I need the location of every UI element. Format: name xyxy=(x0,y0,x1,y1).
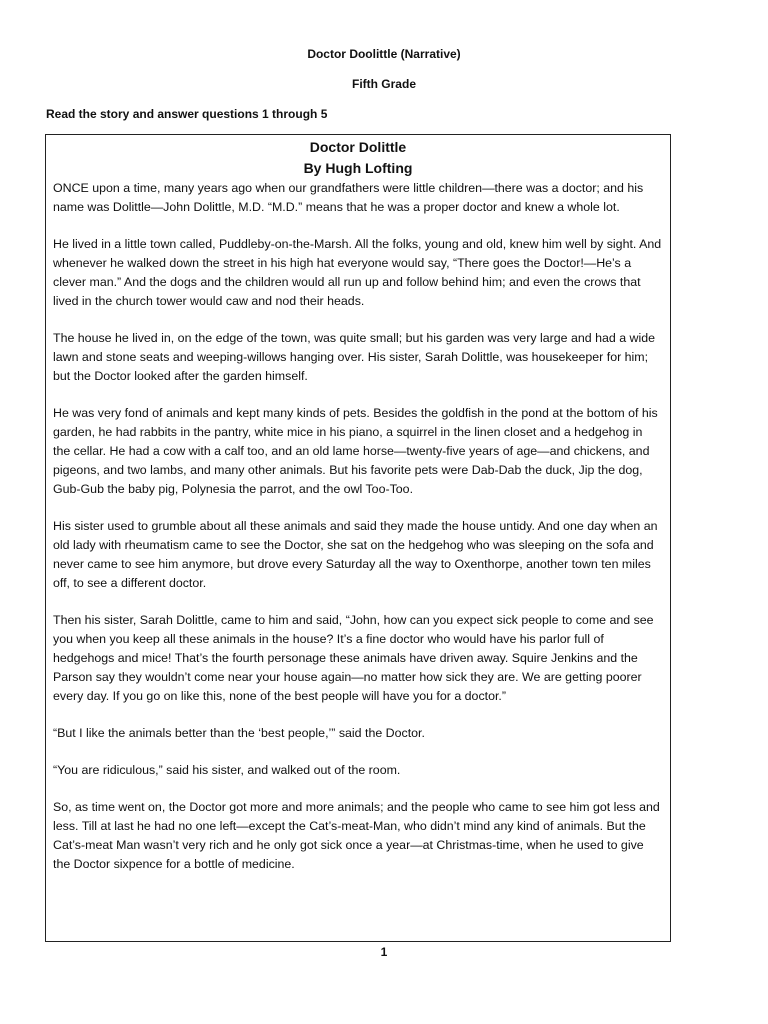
story-box xyxy=(45,134,671,942)
instructions: Read the story and answer questions 1 through 5 xyxy=(46,107,328,121)
story-paragraph-5: His sister used to grumble about all these animals and said they made the house untidy. And one day when an old lady with rheumatism came to see the Doctor, she sat on the hedgehog who was sleeping on the sofa and never came to see him anymore, but drove every Saturday all the way to Oxenthorpe, another town ten miles off, to see a different doctor. xyxy=(53,519,658,590)
grade-level: Fifth Grade xyxy=(351,77,416,91)
story-paragraph-3: The house he lived in, on the edge of the town, was quite small; but his garden was very large and had a wide lawn and stone seats and weeping-willows hanging over. His sister, Sarah Dolittle, was housekeeper for him; but the Doctor looked after the garden himself. xyxy=(53,331,656,383)
story-paragraph-6: Then his sister, Sarah Dolittle, came to him and said, “John, how can you expect sick people to come and see you when you keep all these animals in the house? It’s a fine doctor who would have his parlor full of hedgehogs and mice! That’s the fourth personage these animals have driven away. Squire Jenkins and the Parson say they wouldn’t come near your house again—no matter how sick they are. We are getting poorer every day. If you go on like this, none of the best people will have you for a doctor.” xyxy=(53,613,654,703)
story-paragraph-1: ONCE upon a time, many years ago when our grandfathers were little children—there was a doctor; and his name was Dolittle—John Dolittle, M.D. “M.D.” means that he was a proper doctor and knew a whole lot. xyxy=(53,181,644,214)
story-author: By Hugh Lofting xyxy=(303,160,413,176)
story-paragraph-8: “You are ridiculous,” said his sister, and walked out of the room. xyxy=(53,763,401,777)
story-paragraph-9: So, as time went on, the Doctor got more and more animals; and the people who came to see him got less and less. Till at last he had no one left—except the Cat’s-meat-Man, who didn’t mind any kind of animals. But the Cat’s-meat Man wasn’t very rich and he only got sick once a year—at Christmas-time, when he used to give the Doctor sixpence for a bottle of medicine. xyxy=(53,800,660,871)
document-title: Doctor Doolittle (Narrative) xyxy=(307,47,461,61)
story-title: Doctor Dolittle xyxy=(309,139,407,155)
page-number: 1 xyxy=(380,945,388,959)
story-paragraph-4: He was very fond of animals and kept many kinds of pets. Besides the goldfish in the pond at the bottom of his garden, he had rabbits in the pantry, white mice in his piano, a squirrel in the linen closet and a hedgehog in the cellar. He had a cow with a calf too, and an old lame horse—twenty-five years of age—and chickens, and pigeons, and two lambs, and many other animals. But his favorite pets were Dab-Dab the duck, Jip the dog, Gub-Gub the baby pig, Polynesia the parrot, and the owl Too-Too. xyxy=(53,406,658,496)
story-paragraph-7: “But I like the animals better than the ‘best people,’” said the Doctor. xyxy=(53,726,425,740)
story-paragraph-2: He lived in a little town called, Puddleby-on-the-Marsh. All the folks, young and old, knew him well by sight. And whenever he walked down the street in his high hat everyone would say, “There goes the Doctor!—He’s a clever man.” And the dogs and the children would all run up and follow behind him; and even the crows that lived in the church tower would caw and nod their heads. xyxy=(53,237,662,308)
